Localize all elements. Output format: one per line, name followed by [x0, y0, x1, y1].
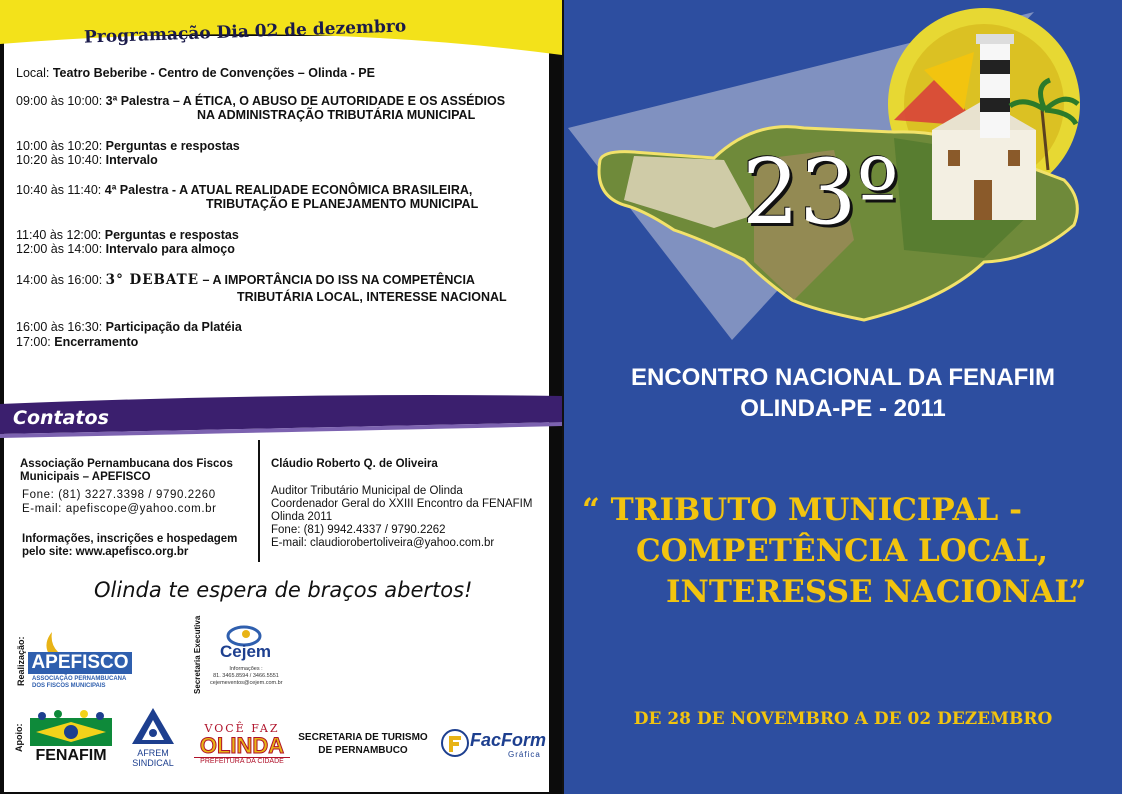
schedule-desc: Intervalo: [105, 153, 158, 167]
debate-label: 3° DEBATE: [105, 272, 199, 288]
schedule-desc: Encerramento: [54, 335, 139, 349]
turismo-line1: SECRETARIA DE TURISMO: [298, 732, 428, 743]
olinda-sub: PREFEITURA DA CIDADE: [194, 757, 290, 765]
apefisco-name: APEFISCO: [28, 652, 132, 674]
contact-email[interactable]: E-mail: claudiorobertoliveira@yahoo.com.br: [271, 537, 495, 549]
schedule-time: 17:00:: [16, 335, 51, 349]
org-info-site[interactable]: pelo site: www.apefisco.org.br: [22, 546, 189, 558]
schedule-desc: Participação da Platéia: [105, 320, 242, 334]
schedule-desc-line2: TRIBUTÁRIA LOCAL, INTERESSE NACIONAL: [237, 290, 507, 304]
facform-name: FacForm: [470, 730, 547, 750]
org-line2: Municipais – APEFISCO: [20, 471, 151, 483]
event-title-line1: ENCONTRO NACIONAL DA FENAFIM: [631, 364, 1055, 391]
schedule-item: [16, 272, 475, 288]
local-row: [16, 66, 375, 80]
theme-line3: INTERESSE NACIONAL”: [666, 574, 1087, 610]
schedule-item-cont: [237, 290, 507, 304]
contact-details: [271, 485, 532, 550]
org-line1: Associação Pernambucana dos Fiscos: [20, 458, 233, 470]
fenafim-people-icon: [28, 710, 114, 748]
turismo-text: [293, 731, 433, 757]
afrem-a-icon: [128, 706, 178, 746]
schedule-item: [16, 320, 242, 334]
org-info: [22, 533, 237, 559]
contact-role1: Auditor Tributário Municipal de Olinda: [271, 485, 463, 497]
schedule-item: [16, 94, 505, 108]
facform-f-icon: [440, 728, 470, 758]
org-email[interactable]: E-mail: apefiscope@yahoo.com.br: [22, 503, 217, 515]
fenafim-logo: [28, 710, 114, 770]
olinda-name: OLINDA: [199, 733, 285, 758]
schedule-desc: 3ª Palestra – A ÉTICA, O ABUSO DE AUTORIDADE E OS ASSÉDIOS: [105, 94, 506, 108]
turismo-line2: DE PERNAMBUCO: [318, 745, 408, 756]
org-phone: Fone: (81) 3227.3398 / 9790.2260: [22, 489, 216, 501]
cejem-info2: 81. 3465.8594 / 3466.5551: [213, 673, 279, 679]
theme-line1: “ TRIBUTO MUNICIPAL -: [582, 492, 1022, 528]
secretaria-label: Secretaria Executiva: [193, 615, 202, 694]
theme-line2: COMPETÊNCIA LOCAL,: [636, 533, 1049, 569]
schedule-time: 10:00 às 10:20:: [16, 139, 103, 153]
cover-panel: [564, 0, 1122, 794]
schedule-time: 10:40 às 11:40:: [16, 183, 102, 197]
afrem-logo: [128, 706, 178, 772]
schedule-item: [16, 335, 138, 349]
apefisco-sub1: ASSOCIAÇÃO PERNAMBUCANA: [32, 676, 127, 682]
schedule-item-cont: [206, 197, 478, 211]
org-name: [20, 458, 233, 484]
fenafim-name: FENAFIM: [35, 747, 107, 764]
olinda-top: VOCÊ FAZ: [204, 722, 280, 735]
event-dates: DE 28 DE NOVEMBRO A DE 02 DEZEMBRO: [633, 709, 1053, 729]
cejem-info3: cejemeventos@cejem.com.br: [210, 680, 283, 686]
edition-number: 23º: [742, 140, 899, 245]
schedule-desc: Perguntas e respostas: [105, 139, 240, 153]
local-label: Local:: [16, 66, 50, 80]
afrem-line1: AFREM: [137, 748, 169, 758]
schedule-item: [16, 153, 158, 167]
olinda-logo: [194, 722, 290, 770]
contact-role2: Coordenador Geral do XXIII Encontro da FENAFIM: [271, 498, 533, 510]
contacts-divider: [258, 440, 260, 562]
event-title: [564, 362, 1122, 424]
contact-phone: Fone: (81) 9942.4337 / 9790.2262: [271, 524, 446, 536]
schedule-time: 14:00 às 16:00:: [16, 273, 103, 287]
apefisco-logo: [28, 628, 132, 692]
facform-logo: [440, 726, 550, 760]
afrem-line2: SINDICAL: [132, 758, 174, 768]
schedule-time: 12:00 às 14:00:: [16, 242, 103, 256]
schedule-item: [16, 228, 239, 242]
schedule-desc: 4ª Palestra - A ATUAL REALIDADE ECONÔMICA BRASILEIRA,: [104, 183, 473, 197]
lighthouse-icon: [980, 42, 1010, 138]
event-title-line2: OLINDA-PE - 2011: [740, 395, 946, 422]
schedule-desc-line2: NA ADMINISTRAÇÃO TRIBUTÁRIA MUNICIPAL: [197, 108, 476, 122]
contact-name: Cláudio Roberto Q. de Oliveira: [271, 458, 438, 470]
programacao-title: Programação Dia 02 de dezembro: [83, 16, 407, 48]
schedule-desc: – A IMPORTÂNCIA DO ISS NA COMPETÊNCIA: [202, 273, 475, 287]
schedule-item: [16, 139, 240, 153]
org-info-line1: Informações, inscrições e hospedagem: [22, 533, 238, 545]
tagline: Olinda te espera de braços abertos!: [94, 578, 473, 602]
cejem-name: Cejem: [220, 642, 272, 661]
cejem-info: [210, 666, 282, 687]
contact-role3: Olinda 2011: [271, 511, 333, 523]
cejem-info1: Informações :: [229, 666, 263, 672]
cejem-logo: [206, 624, 282, 688]
facform-sub: Gráfica: [508, 750, 541, 759]
apoio-label: Apoio:: [14, 723, 24, 752]
schedule-desc-line2: TRIBUTAÇÃO E PLANEJAMENTO MUNICIPAL: [206, 197, 479, 211]
schedule-time: 10:20 às 10:40:: [16, 153, 103, 167]
schedule-desc: Intervalo para almoço: [105, 242, 235, 256]
schedule-time: 16:00 às 16:30:: [16, 320, 103, 334]
schedule-item: [16, 183, 472, 197]
local-value: Teatro Beberibe - Centro de Convenções – Olinda - PE: [52, 66, 375, 80]
realizacao-label: Realização:: [16, 636, 26, 686]
schedule-time: 11:40 às 12:00:: [16, 228, 102, 242]
apefisco-sub2: DOS FISCOS MUNICIPAIS: [32, 683, 106, 689]
schedule-item: [16, 242, 235, 256]
schedule-desc: Perguntas e respostas: [104, 228, 239, 242]
schedule-time: 09:00 às 10:00:: [16, 94, 103, 108]
contatos-title: Contatos: [13, 407, 109, 429]
schedule-item-cont: [197, 108, 475, 122]
